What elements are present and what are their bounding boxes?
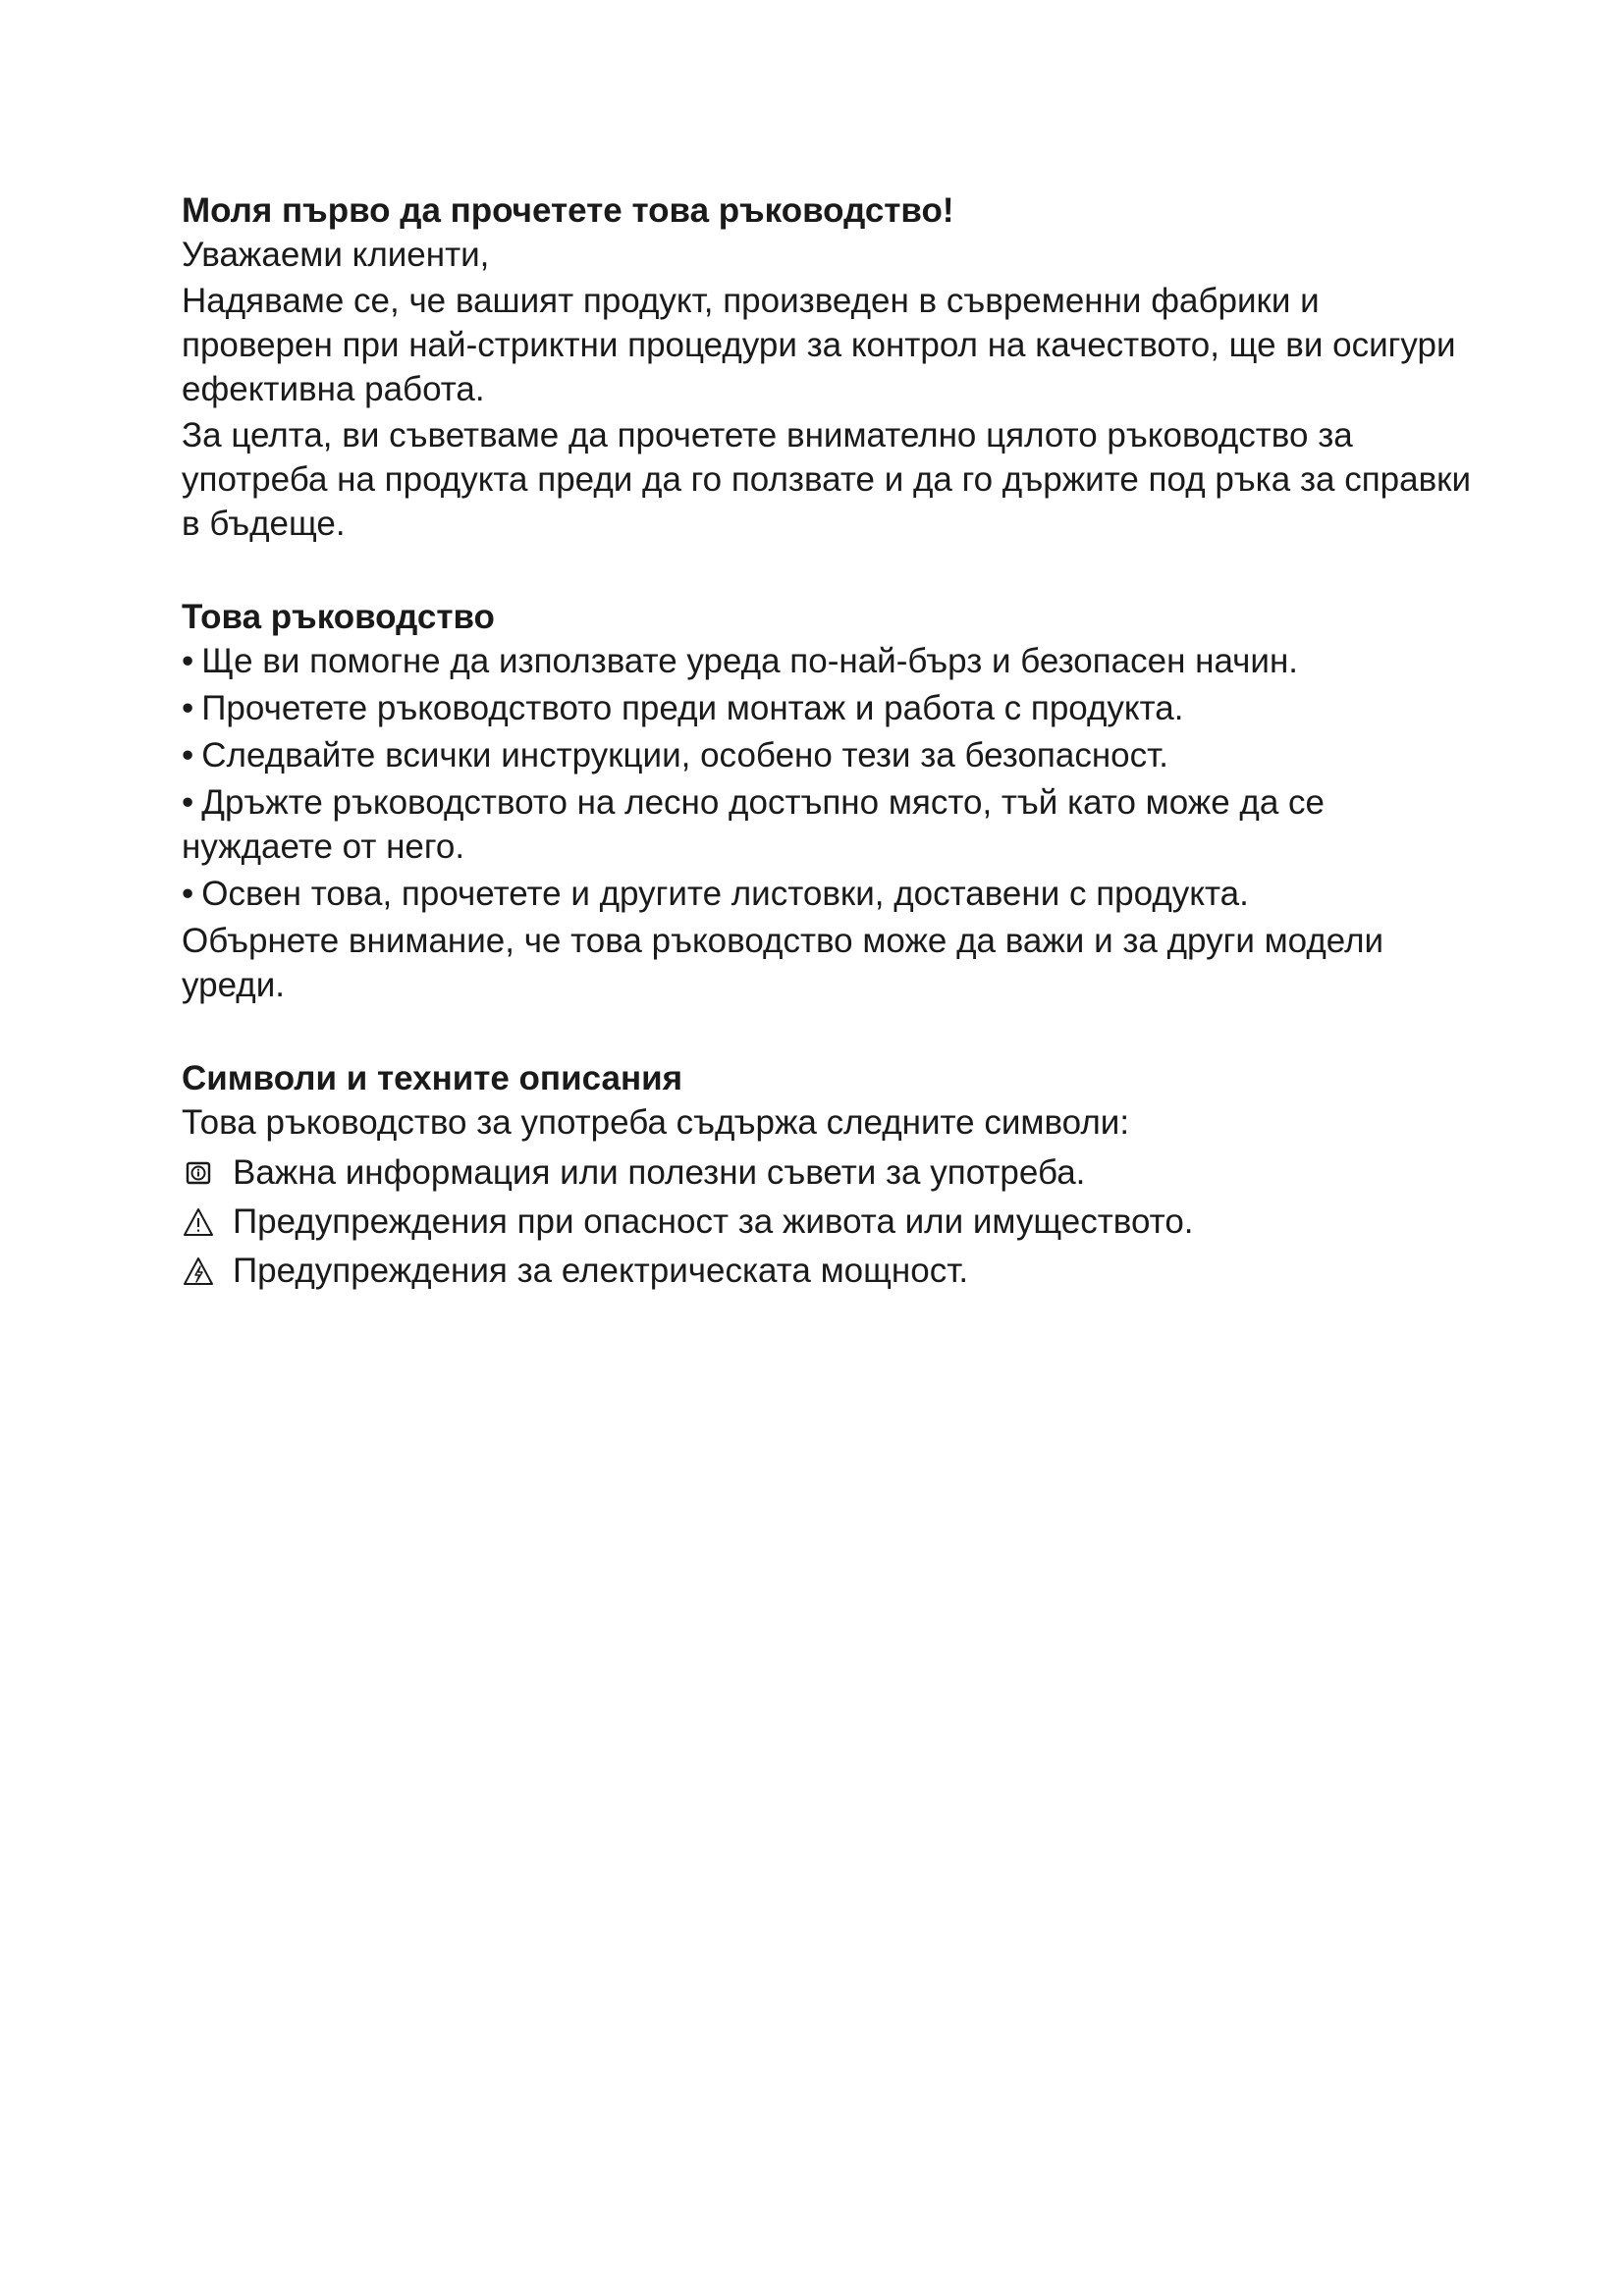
list-item — [182, 1249, 1478, 1293]
list-item: • Дръжте ръководството на лесно достъпно място, тъй като може да се нуждаете от него. — [182, 783, 1325, 866]
symbols-intro: Това ръководство за употреба съдържа следните символи: — [182, 1103, 1130, 1142]
bullet-dot: • — [182, 783, 194, 822]
list-item: • Освен това, прочетете и другите листовки, доставени с продукта. — [182, 875, 1249, 913]
manual-section-title: Това ръководство — [182, 598, 495, 636]
intro-paragraph-2: За целта, ви съветваме да прочетете внимателно цялото ръководство за употреба на продукта преди да го ползвате и да го държите под ръка за справки в бъдеще. — [182, 416, 1472, 543]
document-page — [182, 188, 1478, 1298]
list-item — [182, 1200, 1478, 1244]
electric-warning-icon — [182, 1255, 215, 1288]
manual-note: Обърнете внимание, че това ръководство може да важи и за други модели уреди. — [182, 922, 1384, 1004]
intro-paragraph-1: Надяваме се, че вашият продукт, произведен в съвременни фабрики и проверен при най-стриктни процедури за контрол на качеството, ще ви осигури ефективна работа. — [182, 282, 1456, 408]
symbols-list — [182, 1150, 1478, 1293]
warning-icon — [182, 1205, 215, 1239]
intro-section — [182, 188, 1478, 546]
symbol-description: Предупреждения при опасност за живота или имуществото. — [233, 1202, 1194, 1241]
symbol-description: Предупреждения за електрическата мощност. — [233, 1252, 969, 1290]
manual-section — [182, 595, 1478, 1007]
bullet-dot: • — [182, 689, 194, 727]
info-icon — [182, 1156, 215, 1190]
intro-title: Моля първо да прочетете това ръководство! — [182, 191, 954, 230]
bullet-dot: • — [182, 736, 194, 774]
symbol-description: Важна информация или полезни съвети за употреба. — [233, 1153, 1086, 1192]
greeting: Уважаеми клиенти, — [182, 236, 490, 274]
symbols-section-title: Символи и техните описания — [182, 1059, 683, 1097]
list-item: • Следвайте всички инструкции, особено тези за безопасност. — [182, 736, 1168, 774]
list-item — [182, 1150, 1478, 1195]
list-item: • Ще ви помогне да използвате уреда по-най-бърз и безопасен начин. — [182, 642, 1299, 680]
list-item: • Прочетете ръководството преди монтаж и работа с продукта. — [182, 689, 1184, 727]
bullet-dot: • — [182, 642, 194, 680]
bullet-dot: • — [182, 875, 194, 913]
symbols-section — [182, 1056, 1478, 1293]
manual-bullet-list — [182, 639, 1478, 916]
